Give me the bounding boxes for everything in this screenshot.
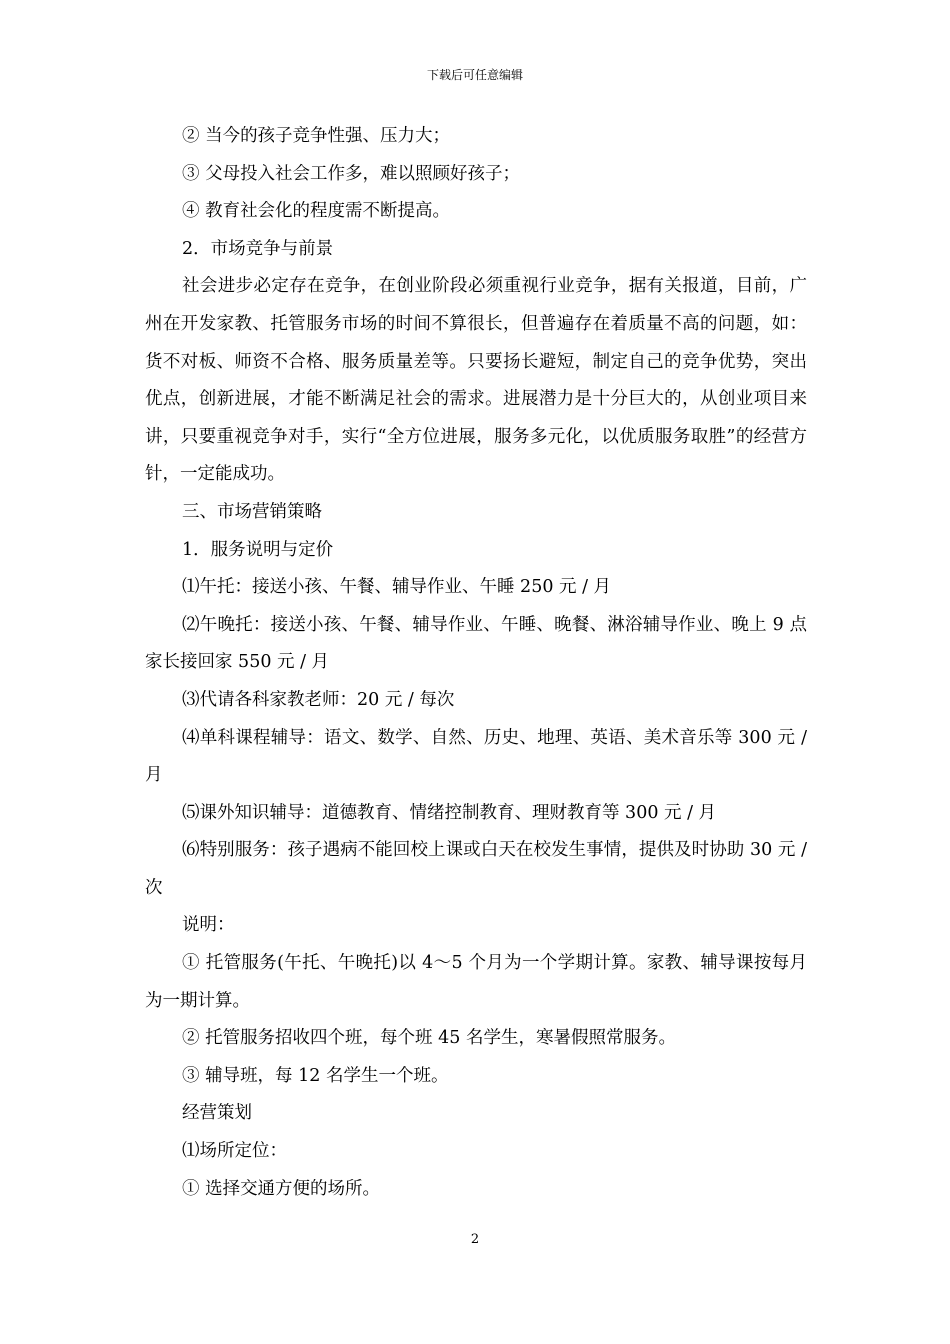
service-item-4: ⑷单科课程辅导：语文、数学、自然、历史、地理、英语、美术音乐等 300 元 / 月 xyxy=(145,727,807,786)
location-item-1: ① 选择交通方便的场所。 xyxy=(182,1178,381,1199)
service-item-2: ⑵午晚托：接送小孩、午餐、辅导作业、午睡、晚餐、淋浴辅导作业、晚上 9 点家长接回家 550 元 / 月 xyxy=(145,614,807,673)
subsection-location: ⑴场所定位： xyxy=(182,1141,287,1162)
section-heading-marketing-strategy: 三、市场营销策略 xyxy=(182,501,322,522)
notes-heading: 说明： xyxy=(182,915,235,936)
service-item-1: ⑴午托：接送小孩、午餐、辅导作业、午睡 250 元 / 月 xyxy=(182,577,612,598)
page-header: 下载后可任意编辑 xyxy=(426,68,523,82)
section-heading-business-planning: 经营策划 xyxy=(182,1103,252,1124)
section-heading-market-competition: 2．市场竞争与前景 xyxy=(182,238,334,259)
note-item-1: ① 托管服务(午托、午晚托)以 4～5 个月为一个学期计算。家教、辅导课按每月为一期计算。 xyxy=(145,953,807,1011)
note-item-2: ② 托管服务招收四个班，每个班 45 名学生，寒暑假照常服务。 xyxy=(182,1028,676,1049)
note-item-3: ③ 辅导班，每 12 名学生一个班。 xyxy=(182,1065,449,1086)
list-item-2: ② 当今的孩子竞争性强、压力大； xyxy=(182,126,451,146)
paragraph-competition: 社会进步必定存在竞争，在创业阶段必须重视行业竞争，据有关报道，目前，广州在开发家教、托管服务市场的时间不算很长，但普遍存在着质量不高的问题，如：货不对板、师资不合格、服务质量差等。只要扬长避短，制定自己的竞争优势，突出优点，创新进展，才能不断满足社会的需求。进展潜力是十分巨大的，从创业项目来讲，只要重视竞争对手，实行“全方位进展，服务多元化，以优质服务取胜”的经营方针，一定能成功。 xyxy=(145,276,807,485)
page-number: 2 xyxy=(470,1232,480,1247)
service-item-5: ⑸课外知识辅导：道德教育、情绪控制教育、理财教育等 300 元 / 月 xyxy=(182,802,717,823)
service-item-6: ⑹特别服务：孩子遇病不能回校上课或白天在校发生事情，提供及时协助 30 元 / 次 xyxy=(145,840,807,898)
list-item-3: ③ 父母投入社会工作多，难以照顾好孩子； xyxy=(182,163,521,184)
service-item-3: ⑶代请各科家教老师：20 元 / 每次 xyxy=(182,689,455,710)
list-item-4: ④ 教育社会化的程度需不断提高。 xyxy=(182,201,451,222)
section-heading-services-pricing: 1．服务说明与定价 xyxy=(182,539,334,560)
document-body xyxy=(145,118,807,1208)
